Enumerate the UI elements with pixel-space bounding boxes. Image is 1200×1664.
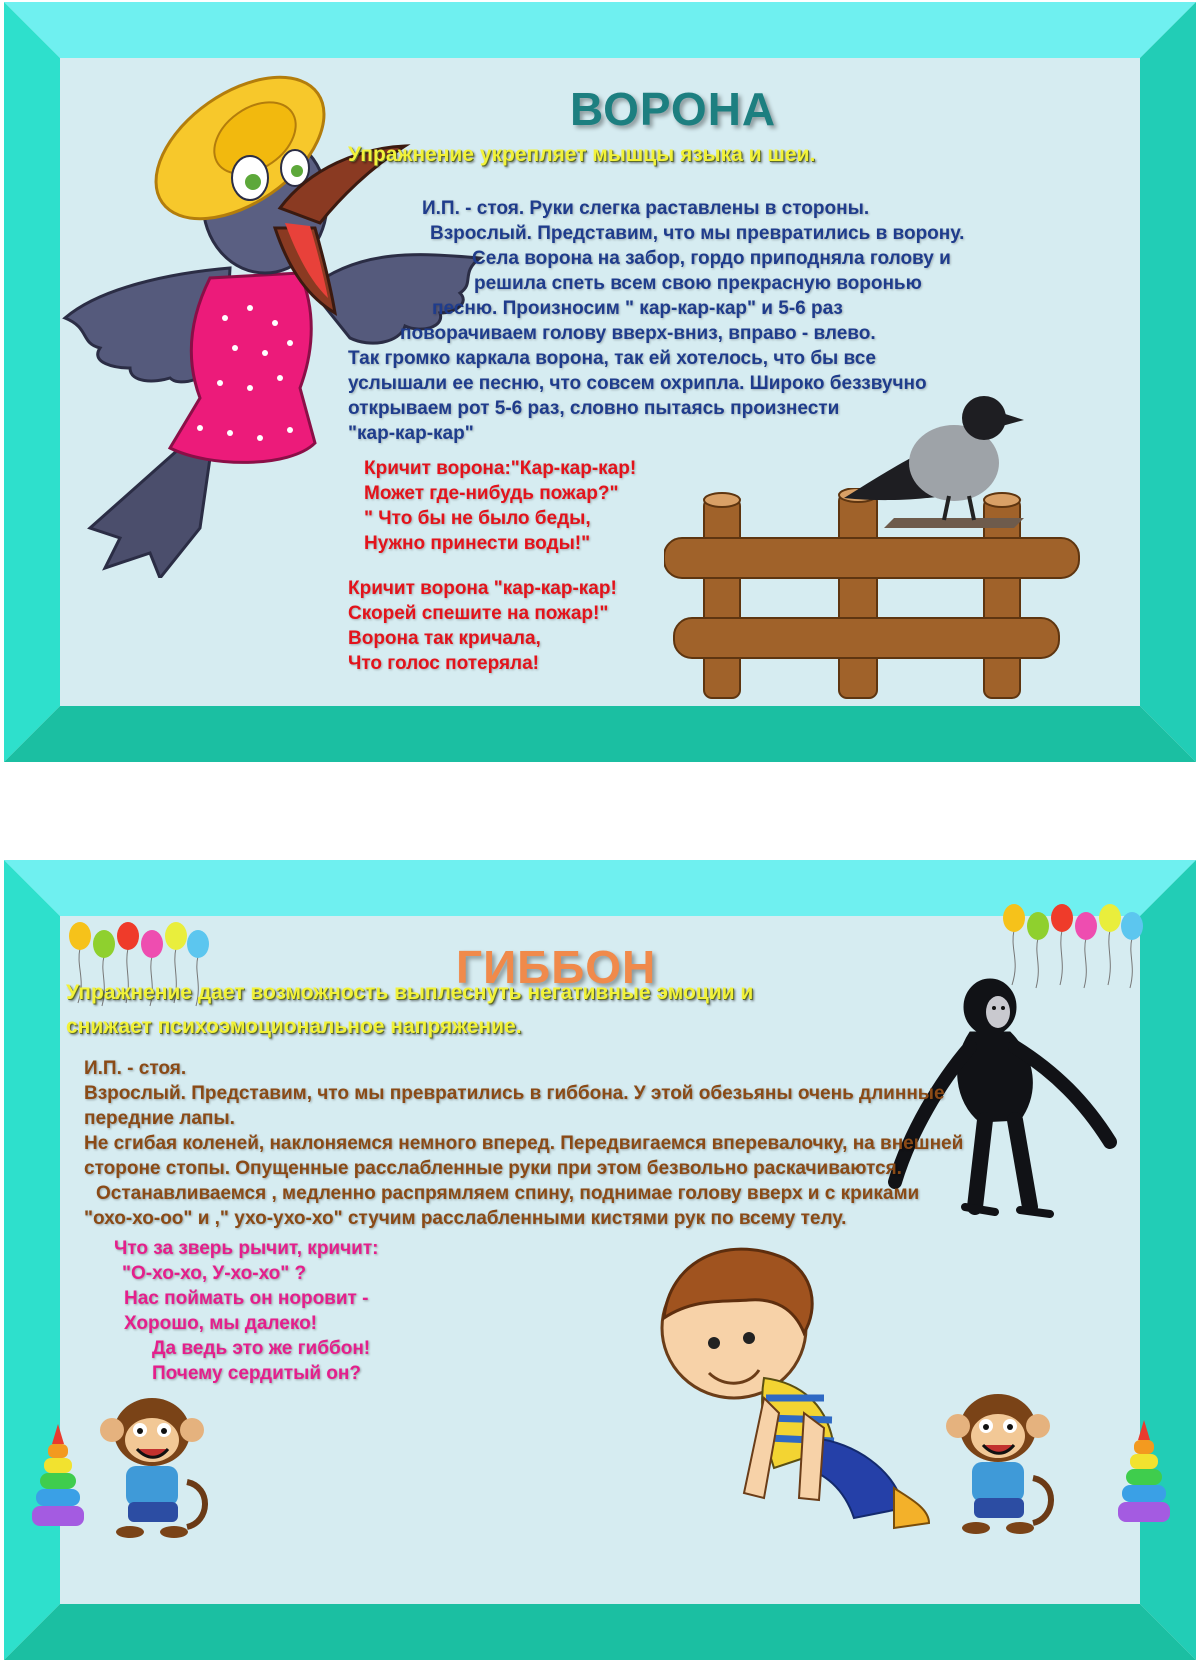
- poem-line: Да ведь это же гиббон!: [152, 1338, 371, 1359]
- poem-line: Хорошо, мы далеко!: [124, 1313, 318, 1334]
- instruction-line: передние лапы.: [84, 1108, 235, 1129]
- instruction-line: Не сгибая коленей, наклоняемся немного вперед. Передвигаемся вперевалочку, на внешней: [84, 1133, 964, 1154]
- poem-line: Кричит ворона:"Кар-кар-кар!: [364, 458, 637, 479]
- instruction-line: песню. Произносим " кар-кар-кар" и 5-6 раз: [432, 298, 843, 319]
- poem-line: Почему сердитый он?: [152, 1363, 361, 1384]
- poem-line: Нужно принести воды!": [364, 533, 591, 554]
- poem-line: Может где-нибудь пожар?": [364, 483, 619, 504]
- crow-card: [4, 2, 1196, 762]
- gibbon-title: ГИББОН: [456, 941, 657, 993]
- instruction-line: услышали ее песню, что совсем охрипла. Широко беззвучно: [348, 373, 927, 394]
- poem-line: " Что бы не было беды,: [364, 508, 591, 529]
- instruction-line: решила спеть всем свою прекрасную воронью: [474, 273, 922, 294]
- pyramid-toy-icon: [32, 1424, 84, 1534]
- gibbon-subtitle-line: снижает психоэмоциональное напряжение.: [66, 1015, 522, 1038]
- instruction-line: Так громко каркала ворона, так ей хотелось, что бы все: [348, 348, 876, 369]
- instruction-line: Взрослый. Представим, что мы превратились в гиббона. У этой обезьяны очень длинные: [84, 1083, 945, 1104]
- instruction-line: Останавливаемся , медленно распрямляем спину, поднимае голову вверх и с криками: [96, 1183, 920, 1204]
- gibbon-subtitle-line: Упражнение дает возможность выплеснуть негативные эмоции и: [66, 981, 754, 1004]
- instruction-line: стороне стопы. Опущенные расслабленные руки при этом безвольно раскачиваются.: [84, 1158, 902, 1179]
- instruction-line: "охо-хо-оо" и ," ухо-ухо-хо" стучим расслабленными кистями рук по всему телу.: [84, 1208, 847, 1229]
- poem-line: Нас поймать он норовит -: [124, 1288, 369, 1309]
- crow-title: ВОРОНА: [570, 83, 777, 135]
- pyramid-toy-icon: [1118, 1420, 1170, 1530]
- monkey-icon: [92, 1392, 212, 1542]
- instruction-line: "кар-кар-кар": [348, 423, 474, 444]
- boy-crawling-icon: [654, 1238, 934, 1538]
- poem-line: "О-хо-хо, У-хо-хо" ?: [122, 1263, 307, 1284]
- instruction-line: открываем рот 5-6 раз, словно пытаясь произнести: [348, 398, 840, 419]
- poem-line: Что голос потеряла!: [348, 653, 539, 674]
- hooded-crow-icon: [824, 378, 1024, 538]
- poem-line: Скорей спешите на пожар!": [348, 603, 609, 624]
- instruction-line: поворачиваем голову вверх-вниз, вправо - влево.: [400, 323, 876, 344]
- poem-line: Что за зверь рычит, кричит:: [114, 1238, 379, 1259]
- instruction-line: И.П. - стоя. Руки слегка раставлены в стороны.: [422, 198, 870, 219]
- poem-line: Кричит ворона "кар-кар-кар!: [348, 578, 617, 599]
- monkey-icon: [938, 1388, 1058, 1538]
- gibbon-card: [4, 860, 1196, 1660]
- instruction-line: Взрослый. Представим, что мы превратились в ворону.: [430, 223, 965, 244]
- crow-subtitle: Упражнение укрепляет мышцы языка и шеи.: [348, 143, 816, 166]
- instruction-line: Села ворона на забор, гордо приподняла голову и: [472, 248, 951, 269]
- poem-line: Ворона так кричала,: [348, 628, 541, 649]
- instruction-line: И.П. - стоя.: [84, 1058, 187, 1079]
